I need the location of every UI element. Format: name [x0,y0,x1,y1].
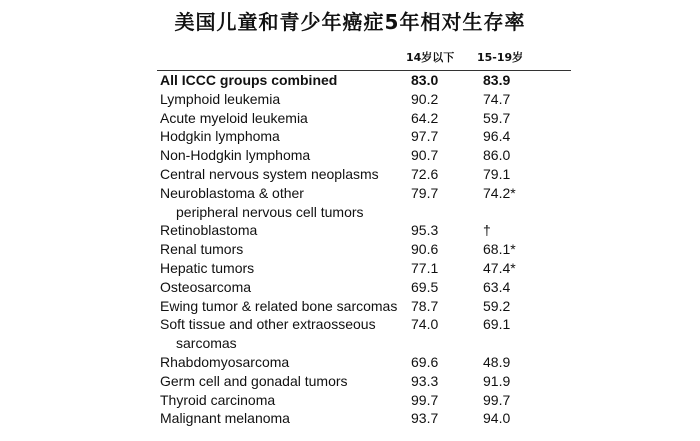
row-label: Malignant melanoma [160,410,290,427]
table-row [160,259,570,278]
table-row [160,315,570,353]
value-15-19: 69.1 [483,316,511,333]
value-15-19: 74.2* [483,184,516,201]
table-row [160,240,570,259]
value-15-19: 59.2 [483,297,511,314]
table-row [160,165,570,184]
row-label: Retinoblastoma [160,222,258,239]
value-under-14: 74.0 [411,316,439,333]
row-label: Ewing tumor & related bone sarcomas [160,297,398,314]
row-label-continuation: sarcomas [176,335,237,352]
value-15-19: 79.1 [483,165,511,182]
table-row [160,409,570,428]
table-body [160,71,570,428]
value-15-19: 83.9 [483,72,511,88]
row-label: Hodgkin lymphoma [160,128,280,145]
value-under-14: 90.6 [411,241,439,258]
row-label: Neuroblastoma & other [160,184,304,201]
table-row [160,221,570,240]
value-under-14: 69.5 [411,278,439,295]
table-row [160,353,570,372]
value-15-19: † [483,222,491,239]
value-15-19: 48.9 [483,353,511,370]
table-row [160,127,570,146]
value-under-14: 72.6 [411,165,439,182]
row-label: Germ cell and gonadal tumors [160,372,348,389]
value-15-19: 68.1* [483,241,516,258]
value-15-19: 99.7 [483,391,511,408]
value-15-19: 86.0 [483,147,511,164]
value-under-14: 79.7 [411,184,439,201]
value-under-14: 69.6 [411,353,439,370]
value-15-19: 59.7 [483,109,511,126]
row-label: Osteosarcoma [160,278,252,295]
value-15-19: 63.4 [483,278,511,295]
row-label-continuation: peripheral nervous cell tumors [176,203,364,220]
table-row [160,146,570,165]
value-under-14: 64.2 [411,109,439,126]
column-header-15-19: 15-19岁 [477,51,524,64]
table-row [160,90,570,109]
row-label: Hepatic tumors [160,259,255,276]
value-under-14: 93.7 [411,410,439,427]
table-row [160,278,570,297]
row-label: Lymphoid leukemia [160,90,281,107]
table-row [160,184,570,222]
value-under-14: 95.3 [411,222,439,239]
page-title: 美国儿童和青少年癌症5年相对生存率 [174,10,526,34]
table-row [160,297,570,316]
table-row [160,109,570,128]
value-under-14: 90.7 [411,147,439,164]
row-label: Soft tissue and other extraosseous [160,316,376,333]
value-under-14: 77.1 [411,259,439,276]
row-label: All ICCC groups combined [160,72,338,88]
row-label: Non-Hodgkin lymphoma [160,147,311,164]
value-under-14: 78.7 [411,297,439,314]
row-label: Thyroid carcinoma [160,391,276,408]
value-under-14: 97.7 [411,128,439,145]
value-15-19: 94.0 [483,410,511,427]
table-row [160,391,570,410]
value-under-14: 99.7 [411,391,439,408]
value-15-19: 96.4 [483,128,511,145]
value-15-19: 74.7 [483,90,511,107]
table-row [160,71,570,90]
row-label: Rhabdomyosarcoma [160,353,290,370]
value-15-19: 47.4* [483,259,516,276]
row-label: Central nervous system neoplasms [160,165,379,182]
value-under-14: 83.0 [411,72,439,88]
row-label: Acute myeloid leukemia [160,109,308,126]
value-under-14: 90.2 [411,90,439,107]
table-header [157,44,571,71]
value-15-19: 91.9 [483,372,511,389]
row-label: Renal tumors [160,241,244,258]
value-under-14: 93.3 [411,372,439,389]
table-row [160,372,570,391]
column-header-under-14: 14岁以下 [406,51,455,64]
